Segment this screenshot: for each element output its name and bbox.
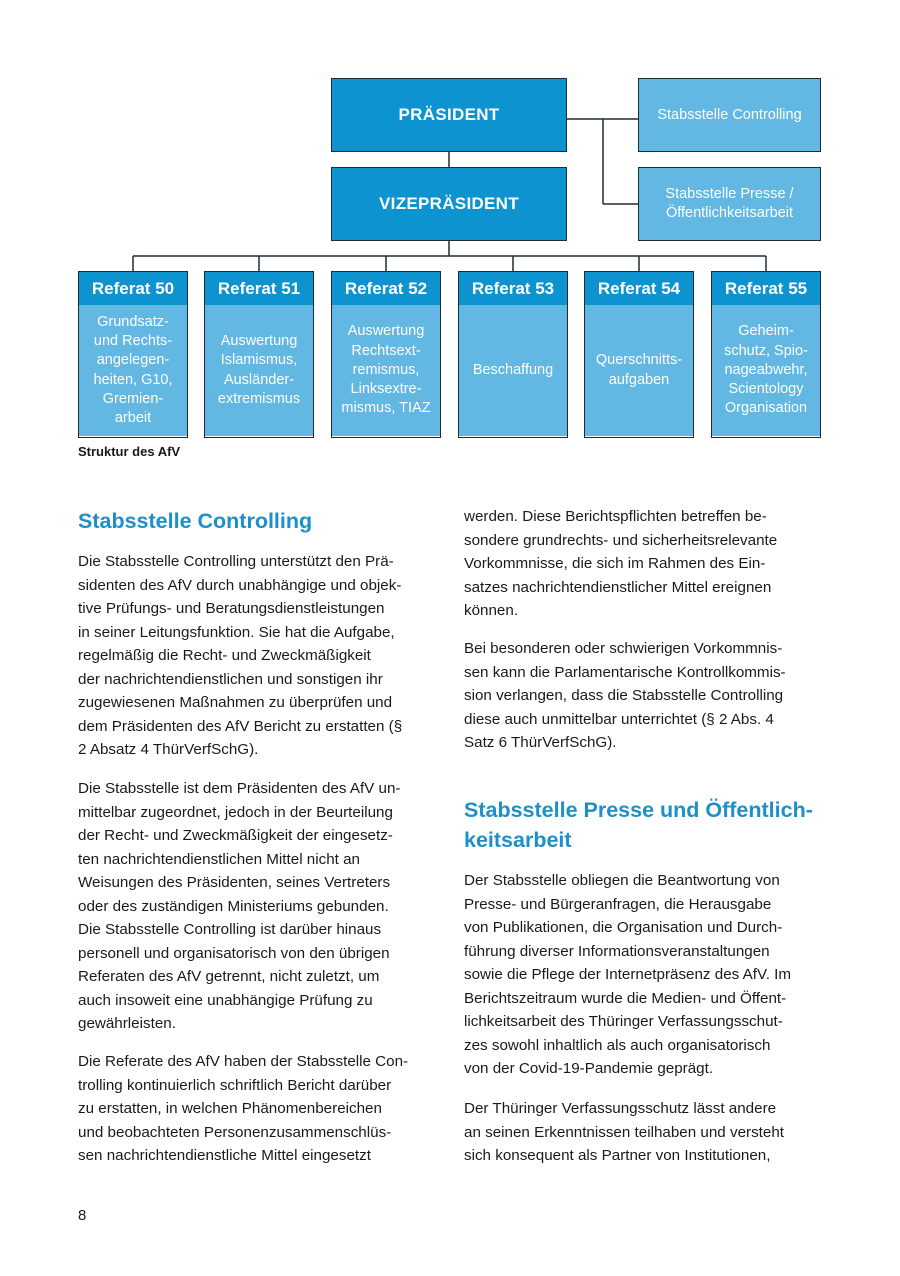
paragraph: Der Thüringer Verfassungsschutz lässt andere an seinen Erkenntnissen teilhaben und versteht sich konsequent als Partner von Institutionen, [464, 1100, 784, 1164]
referat-box-55 [711, 271, 821, 438]
referat-title: Referat 50 [79, 272, 187, 305]
referat-title: Referat 53 [459, 272, 567, 305]
referat-description: Querschnitts- aufgaben [585, 305, 693, 436]
referat-description: Beschaffung [459, 305, 567, 436]
president-box: PRÄSIDENT [331, 78, 567, 152]
paragraph: Die Referate des AfV haben der Stabsstelle Con- trolling kontinuierlich schriftlich Bericht darüber zu erstatten, in welchen Phänomenbereichen und beobachteten Personenzusammenschlüs- sen nachrichtendienstliche Mittel eingesetzt [78, 1053, 409, 1164]
staff-controlling-box: Stabsstelle Controlling [638, 78, 821, 152]
staff-press-box: Stabsstelle Presse / Öffentlichkeitsarbeit [638, 167, 821, 241]
org-chart [0, 0, 900, 470]
heading-controlling: Stabsstelle Controlling [78, 509, 313, 533]
referat-title: Referat 54 [585, 272, 693, 305]
referat-description: Grundsatz- und Rechts- angelegen- heiten, G10, Gremien- arbeit [79, 305, 187, 436]
referat-description: Auswertung Islamismus, Ausländer- extremismus [205, 305, 313, 436]
referat-box-51 [204, 271, 314, 438]
referat-description: Geheim- schutz, Spio- nageabwehr, Scientology Organisation [712, 305, 820, 436]
paragraph: Der Stabsstelle obliegen die Beantwortung von Presse- und Bürgeranfragen, die Herausgabe von Publikationen, die Organisation und Durch- führung diverser Informationsveranstaltungen sowie die Pflege der Internetpräsenz des AfV. Im Berichtszeitraum wurde die Medien- und Öffent- lichkeitsarbeit des Thüringer Verfassungsschut- zes sowohl inhaltlich als auch organisatorisch von der Covid-19-Pandemie geprägt. [464, 872, 792, 1077]
referat-title: Referat 51 [205, 272, 313, 305]
referat-title: Referat 55 [712, 272, 820, 305]
vice-president-box: VIZEPRÄSIDENT [331, 167, 567, 241]
paragraph: Die Stabsstelle Controlling unterstützt den Prä- sidenten des AfV durch unabhängige und objek- tive Prüfungs- und Beratungsdienstleistungen in seiner Leitungsfunktion. Sie hat die Aufgabe, regelmäßig die Recht- und Zweckmäßigkeit der nachrichtendienstlichen und sonstigen ihr zugewiesenen Maßnahmen zu überprüfen und dem Präsidenten des AfV Bericht zu erstatten (§ 2 Absatz 4 ThürVerfSchG). [78, 553, 403, 758]
referat-box-52 [331, 271, 441, 438]
heading-press: Stabsstelle Presse und Öffentlich- keitsarbeit [464, 798, 813, 852]
page-number: 8 [78, 1207, 87, 1224]
paragraph: Bei besonderen oder schwierigen Vorkommnis- sen kann die Parlamentarische Kontrollkommis- sion verlangen, dass die Stabsstelle Controlling diese auch unmittelbar unterrichtet (§ 2 Abs. 4 Satz 6 ThürVerfSchG). [464, 640, 786, 751]
referat-box-50 [78, 271, 188, 438]
paragraph: Die Stabsstelle ist dem Präsidenten des AfV un- mittelbar zugeordnet, jedoch in der Beurteilung der Recht- und Zweckmäßigkeit der eingesetz- ten nachrichtendienstlichen Mittel nicht an Weisungen des Präsidenten, seines Vertreters oder des zuständigen Ministeriums gebunden. Die Stabsstelle Controlling ist darüber hinaus personell und organisatorisch von den übrigen Referaten des AfV getrennt, nicht zuletzt, um auch insoweit eine unabhängige Prüfung zu gewährleisten. [78, 780, 401, 1032]
referat-title: Referat 52 [332, 272, 440, 305]
referat-box-54 [584, 271, 694, 438]
referat-box-53 [458, 271, 568, 438]
paragraph: werden. Diese Berichtspflichten betreffen be- sondere grundrechts- und sicherheitsrelevante Vorkommnisse, die sich im Rahmen des Ein- satzes nachrichtendienstlicher Mittel ereignen können. [464, 508, 778, 619]
chart-caption: Struktur des AfV [78, 444, 181, 459]
referat-description: Auswertung Rechtsext- remismus, Linksextre- mismus, TIAZ [332, 305, 440, 436]
